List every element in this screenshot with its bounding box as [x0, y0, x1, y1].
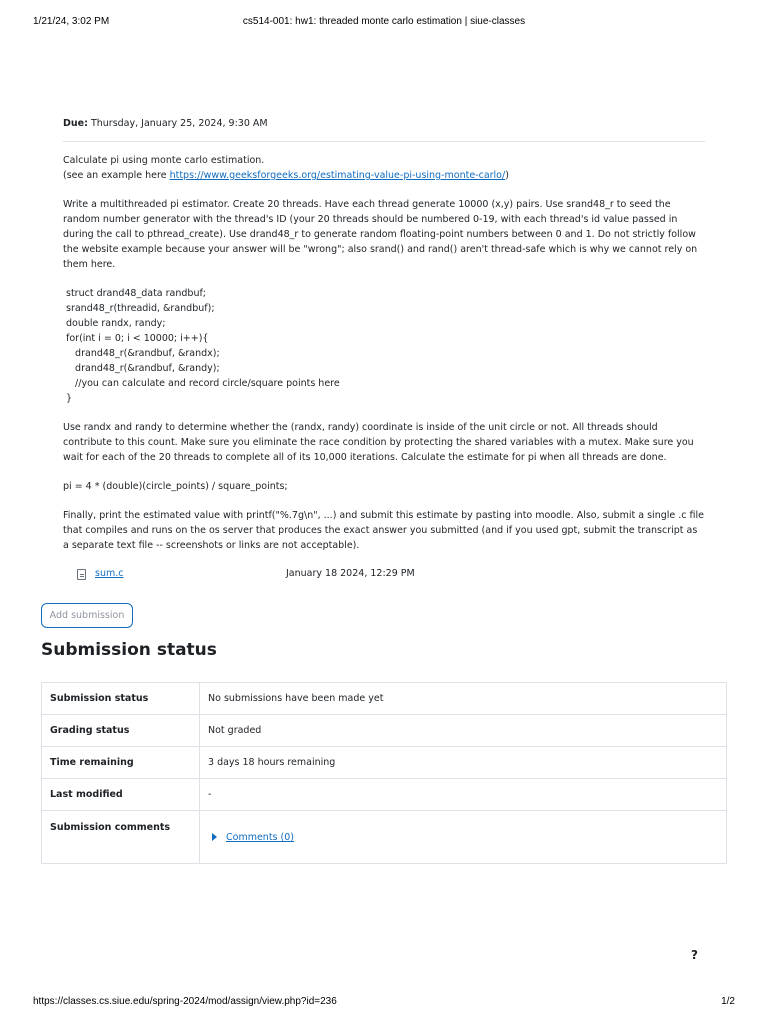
table-row [42, 683, 727, 715]
row-label: Grading status [42, 715, 200, 747]
table-row [42, 779, 727, 811]
code-line: drand48_r(&randbuf, &randy); [66, 363, 220, 374]
file-icon [77, 569, 86, 580]
comments-link[interactable]: Comments (0) [226, 832, 294, 843]
code-line: double randx, randy; [66, 318, 166, 329]
submission-status-table [41, 682, 727, 864]
instructions-paragraph-1: Write a multithreaded pi estimator. Create 20 threads. Have each thread generate 10000 (x,y) pairs. Use srand48_r to seed the random number generator with the thread's ID (your 20 threads should be numbered 0-19, with each thread's id value passed in during the call to pthread_create). Use drand48_r to generate random floating-point numbers between 0 and 1. Do not strictly follow the website example because your answer will be "wrong"; also srand() and rand() aren't thread-safe which is why we cannot rely on them here. [63, 199, 698, 270]
pi-formula: pi = 4 * (double)(circle_points) / square_points; [63, 481, 288, 492]
example-link[interactable]: https://www.geeksforgeeks.org/estimating-value-pi-using-monte-carlo/ [169, 170, 506, 181]
code-line: for(int i = 0; i < 10000; i++){ [66, 333, 209, 344]
row-label: Submission status [42, 683, 200, 715]
print-page-number: 1/2 [721, 996, 735, 1007]
print-header [33, 16, 735, 30]
attachment-link[interactable]: sum.c [95, 568, 124, 579]
table-row [42, 715, 727, 747]
print-url: https://classes.cs.siue.edu/spring-2024/mod/assign/view.php?id=236 [33, 996, 337, 1007]
help-button[interactable]: ? [691, 948, 698, 962]
attachment-row [77, 568, 477, 582]
code-line: //you can calculate and record circle/square points here [66, 378, 340, 389]
instructions-paragraph-3: Finally, print the estimated value with printf("%.7g\n", ...) and submit this estimate by pasting into moodle. Also, submit a single .c file that compiles and runs on the os server that produces the exact answer you submitted (and if you used gpt, submit the transcript as a separate text file -- screenshots or links are not acceptable). [63, 510, 704, 551]
print-datetime: 1/21/24, 3:02 PM [33, 16, 110, 27]
due-value: Thursday, January 25, 2024, 9:30 AM [90, 118, 268, 129]
row-value: Not graded [200, 715, 727, 747]
row-label: Last modified [42, 779, 200, 811]
row-value: 3 days 18 hours remaining [200, 747, 727, 779]
code-line: drand48_r(&randbuf, &randx); [66, 348, 220, 359]
code-line: struct drand48_data randbuf; [66, 288, 207, 299]
intro-line-2-suffix: ) [505, 170, 509, 181]
code-line: } [66, 393, 73, 404]
assignment-description [63, 153, 705, 567]
submission-status-heading: Submission status [41, 640, 217, 660]
due-label: Due: [63, 118, 88, 129]
intro-line-2-prefix: (see an example here [63, 170, 170, 181]
code-block [63, 286, 705, 406]
row-value: - [200, 779, 727, 811]
divider [63, 141, 705, 142]
intro [63, 153, 705, 183]
table-row [42, 811, 727, 864]
row-label: Time remaining [42, 747, 200, 779]
instructions-paragraph-2: Use randx and randy to determine whether the (randx, randy) coordinate is inside of the unit circle or not. All threads should contribute to this count. Make sure you eliminate the race condition by protecting the shared variables with a mutex. Make sure you wait for each of the 20 threads to complete all of its 10,000 iterations. Calculate the estimate for pi when all threads are done. [63, 422, 694, 463]
caret-right-icon [212, 833, 217, 841]
row-value [200, 811, 727, 864]
attachment-date: January 18 2024, 12:29 PM [286, 568, 415, 579]
code-line: srand48_r(threadid, &randbuf); [66, 303, 215, 314]
print-footer [33, 996, 735, 1010]
row-value: No submissions have been made yet [200, 683, 727, 715]
intro-line-1: Calculate pi using monte carlo estimation. [63, 155, 265, 166]
row-label: Submission comments [42, 811, 200, 864]
print-page-title: cs514-001: hw1: threaded monte carlo estimation | siue-classes [242, 16, 526, 27]
due-date [63, 118, 268, 129]
comments-toggle[interactable] [208, 831, 294, 844]
add-submission-button[interactable]: Add submission [41, 603, 133, 628]
table-row [42, 747, 727, 779]
